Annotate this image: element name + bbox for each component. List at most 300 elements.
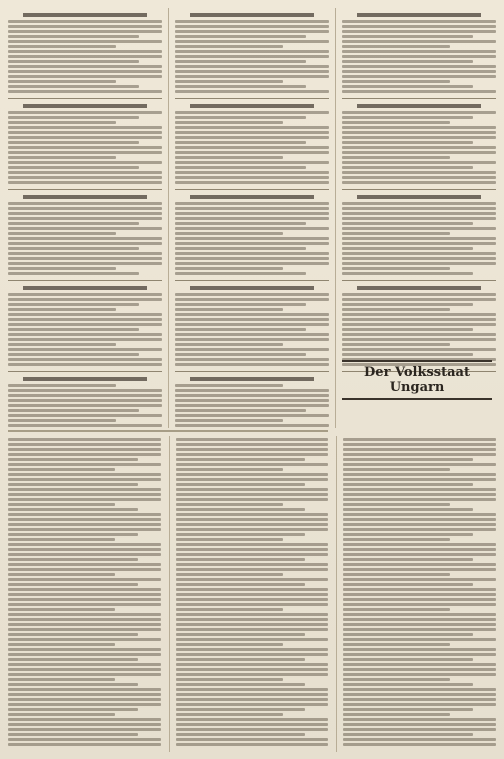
print-line <box>343 478 496 481</box>
print-line <box>8 613 161 616</box>
print-line <box>176 548 329 551</box>
print-line <box>8 40 162 43</box>
print-line <box>176 623 329 626</box>
print-line <box>23 195 146 199</box>
print-line <box>342 60 473 63</box>
print-line <box>342 166 473 169</box>
print-line <box>342 308 450 311</box>
print-line <box>342 272 473 275</box>
print-line <box>342 217 496 220</box>
print-line <box>343 543 496 546</box>
print-line <box>342 267 450 270</box>
print-line <box>343 658 473 661</box>
print-line <box>343 523 496 526</box>
print-line <box>175 146 329 149</box>
print-line <box>343 738 496 741</box>
print-line <box>175 90 329 93</box>
print-line <box>8 483 138 486</box>
print-line <box>8 257 162 260</box>
print-line <box>8 136 162 139</box>
print-line <box>176 733 306 736</box>
print-line <box>176 458 306 461</box>
print-line <box>175 181 329 184</box>
print-line <box>343 618 496 621</box>
print-line <box>343 443 496 446</box>
print-line <box>8 217 162 220</box>
print-line <box>342 156 450 159</box>
print-line <box>8 181 162 184</box>
print-line <box>342 262 496 265</box>
print-line <box>8 618 161 621</box>
print-line <box>8 207 162 210</box>
print-line <box>8 333 162 336</box>
print-line <box>8 568 161 571</box>
print-line <box>343 453 496 456</box>
print-line <box>342 151 496 154</box>
print-line <box>343 628 496 631</box>
print-line <box>176 468 283 471</box>
print-line <box>8 126 162 129</box>
print-line <box>175 98 329 99</box>
print-line <box>8 121 116 124</box>
print-line <box>342 343 450 346</box>
print-line <box>8 189 162 190</box>
print-line <box>342 35 473 38</box>
print-line <box>8 583 138 586</box>
print-line <box>8 161 162 164</box>
print-line <box>175 419 283 422</box>
print-line <box>176 508 306 511</box>
print-line <box>175 267 283 270</box>
print-line <box>8 638 161 641</box>
print-line <box>342 161 496 164</box>
print-line <box>8 65 162 68</box>
print-line <box>343 743 496 746</box>
right-headline: Der Volksstaat Ungarn <box>342 360 492 400</box>
print-line <box>175 424 329 427</box>
print-line <box>8 688 161 691</box>
print-line <box>8 608 115 611</box>
print-line <box>8 708 138 711</box>
print-line <box>175 75 329 78</box>
print-line <box>8 623 161 626</box>
print-line <box>176 483 306 486</box>
print-line <box>176 608 283 611</box>
print-line <box>8 668 161 671</box>
print-line <box>175 55 329 58</box>
feuilleton-section <box>8 436 496 752</box>
print-line <box>8 358 162 361</box>
print-line <box>342 98 496 99</box>
print-line <box>176 443 329 446</box>
print-line <box>8 313 162 316</box>
print-line <box>175 272 306 275</box>
print-line <box>8 328 139 331</box>
print-line <box>8 363 162 366</box>
print-line <box>175 338 329 341</box>
print-line <box>23 104 146 108</box>
print-line <box>8 176 162 179</box>
print-line <box>343 703 496 706</box>
print-line <box>175 111 329 114</box>
print-line <box>8 503 115 506</box>
print-line <box>175 30 329 33</box>
print-line <box>175 389 329 392</box>
print-line <box>342 252 496 255</box>
print-line <box>343 513 496 516</box>
print-line <box>342 30 496 33</box>
print-line <box>343 528 496 531</box>
print-line <box>175 384 283 387</box>
print-line <box>176 568 329 571</box>
print-line <box>8 723 161 726</box>
print-line <box>343 593 496 596</box>
print-line <box>8 628 161 631</box>
print-line <box>342 353 473 356</box>
print-line <box>176 723 329 726</box>
print-line <box>8 588 161 591</box>
print-line <box>175 242 329 245</box>
print-line <box>175 20 329 23</box>
print-line <box>342 176 496 179</box>
print-line <box>8 404 162 407</box>
print-line <box>343 463 496 466</box>
feuilleton-middle <box>169 436 329 752</box>
print-line <box>176 648 329 651</box>
print-line <box>8 409 139 412</box>
print-line <box>176 523 329 526</box>
print-line <box>342 333 496 336</box>
print-line <box>8 603 161 606</box>
print-line <box>175 126 329 129</box>
print-line <box>176 438 329 441</box>
print-line <box>8 348 162 351</box>
print-line <box>175 323 329 326</box>
print-line <box>175 237 329 240</box>
print-line <box>8 85 139 88</box>
print-line <box>343 473 496 476</box>
print-line <box>8 252 162 255</box>
print-line <box>343 493 496 496</box>
print-line <box>8 50 162 53</box>
print-line <box>343 693 496 696</box>
print-line <box>8 272 139 275</box>
print-line <box>175 394 329 397</box>
print-line <box>342 146 496 149</box>
print-line <box>342 20 496 23</box>
print-line <box>176 703 329 706</box>
print-line <box>343 638 496 641</box>
print-line <box>8 513 161 516</box>
print-line <box>176 693 329 696</box>
print-line <box>175 80 283 83</box>
print-line <box>8 232 116 235</box>
print-line <box>175 207 329 210</box>
print-line <box>175 50 329 53</box>
print-line <box>8 323 162 326</box>
print-line <box>343 508 473 511</box>
print-line <box>343 533 473 536</box>
print-line <box>343 538 450 541</box>
print-line <box>343 488 496 491</box>
print-line <box>8 578 161 581</box>
print-line <box>176 553 329 556</box>
print-line <box>8 20 162 23</box>
print-line <box>176 678 283 681</box>
print-line <box>342 232 450 235</box>
print-line <box>343 663 496 666</box>
print-line <box>343 568 496 571</box>
print-line <box>8 262 162 265</box>
print-line <box>176 493 329 496</box>
print-line <box>176 478 329 481</box>
print-line <box>8 394 162 397</box>
print-line <box>8 558 138 561</box>
print-line <box>343 608 450 611</box>
print-line <box>23 377 146 381</box>
print-line <box>176 593 329 596</box>
print-line <box>342 55 496 58</box>
print-line <box>343 643 450 646</box>
print-line <box>343 438 496 441</box>
print-line <box>342 181 496 184</box>
print-line <box>342 90 496 93</box>
print-line <box>8 222 139 225</box>
print-line <box>8 293 162 296</box>
print-line <box>176 518 329 521</box>
print-line <box>342 348 496 351</box>
print-line <box>342 313 496 316</box>
print-line <box>175 353 306 356</box>
print-line <box>357 13 480 17</box>
print-line <box>176 503 283 506</box>
print-line <box>343 553 496 556</box>
print-line <box>175 156 283 159</box>
print-line <box>8 673 161 676</box>
print-line <box>8 678 115 681</box>
print-line <box>176 563 329 566</box>
print-line <box>175 298 329 301</box>
print-line <box>8 25 162 28</box>
print-line <box>175 293 329 296</box>
print-line <box>176 603 329 606</box>
print-line <box>343 448 496 451</box>
print-line <box>8 247 139 250</box>
print-line <box>342 318 496 321</box>
print-line <box>8 156 116 159</box>
feuilleton-right <box>336 436 496 752</box>
print-line <box>8 713 115 716</box>
print-line <box>176 683 306 686</box>
print-line <box>176 573 283 576</box>
print-line <box>8 738 161 741</box>
column-left <box>8 8 162 428</box>
print-line <box>342 222 473 225</box>
print-line <box>175 414 329 417</box>
print-line <box>8 384 116 387</box>
print-line <box>176 583 306 586</box>
print-line <box>175 136 329 139</box>
print-line <box>175 85 306 88</box>
print-line <box>176 618 329 621</box>
print-line <box>8 338 162 341</box>
print-line <box>176 448 329 451</box>
print-line <box>8 80 116 83</box>
print-line <box>8 116 139 119</box>
print-line <box>8 45 116 48</box>
print-line <box>175 166 306 169</box>
print-line <box>175 371 329 372</box>
print-line <box>176 628 329 631</box>
print-line <box>8 453 161 456</box>
print-line <box>175 358 329 361</box>
print-line <box>8 633 138 636</box>
print-line <box>343 683 473 686</box>
print-line <box>175 333 329 336</box>
print-line <box>8 171 162 174</box>
print-line <box>342 50 496 53</box>
print-line <box>342 303 473 306</box>
print-line <box>175 121 283 124</box>
print-line <box>8 227 162 230</box>
print-line <box>8 419 116 422</box>
print-line <box>8 70 162 73</box>
print-line <box>8 55 162 58</box>
print-line <box>175 280 329 281</box>
print-line <box>8 728 161 731</box>
print-line <box>8 343 116 346</box>
print-line <box>8 658 138 661</box>
print-line <box>8 438 161 441</box>
print-line <box>175 60 306 63</box>
print-line <box>343 653 496 656</box>
print-line <box>342 116 473 119</box>
print-line <box>357 104 480 108</box>
print-line <box>342 227 496 230</box>
print-line <box>8 648 161 651</box>
print-line <box>8 318 162 321</box>
print-line <box>8 280 162 281</box>
print-line <box>343 563 496 566</box>
print-line <box>343 468 450 471</box>
print-line <box>8 146 162 149</box>
print-line <box>176 473 329 476</box>
print-line <box>8 653 161 656</box>
print-line <box>8 543 161 546</box>
print-line <box>8 643 115 646</box>
print-line <box>8 488 161 491</box>
print-line <box>176 728 329 731</box>
print-line <box>342 25 496 28</box>
print-line <box>176 643 283 646</box>
print-line <box>342 328 473 331</box>
print-line <box>176 488 329 491</box>
print-line <box>357 195 480 199</box>
print-line <box>175 171 329 174</box>
print-line <box>8 523 161 526</box>
print-line <box>342 85 473 88</box>
print-line <box>343 548 496 551</box>
print-line <box>175 404 329 407</box>
print-line <box>8 533 138 536</box>
print-line <box>343 583 473 586</box>
print-line <box>8 202 162 205</box>
print-line <box>8 683 138 686</box>
print-line <box>8 493 161 496</box>
print-line <box>8 718 161 721</box>
print-line <box>176 533 306 536</box>
print-line <box>343 648 496 651</box>
print-line <box>176 498 329 501</box>
print-line <box>8 111 162 114</box>
print-line <box>176 453 329 456</box>
print-line <box>175 35 306 38</box>
print-line <box>175 217 329 220</box>
print-line <box>8 508 138 511</box>
print-line <box>342 121 450 124</box>
print-line <box>175 151 329 154</box>
print-line <box>23 13 146 17</box>
print-line <box>8 593 161 596</box>
print-line <box>343 503 450 506</box>
print-line <box>342 298 496 301</box>
print-line <box>8 424 162 427</box>
print-line <box>8 468 115 471</box>
print-line <box>8 498 161 501</box>
print-line <box>175 25 329 28</box>
print-line <box>8 458 138 461</box>
print-line <box>8 90 162 93</box>
print-line <box>175 262 329 265</box>
print-line <box>175 257 329 260</box>
print-line <box>8 463 161 466</box>
print-line <box>343 733 473 736</box>
print-line <box>176 578 329 581</box>
print-line <box>343 518 496 521</box>
print-line <box>342 257 496 260</box>
print-line <box>8 389 162 392</box>
print-line <box>176 513 329 516</box>
print-line <box>342 207 496 210</box>
print-line <box>190 195 313 199</box>
print-line <box>8 573 115 576</box>
print-line <box>23 286 146 290</box>
print-line <box>8 242 162 245</box>
print-line <box>8 703 161 706</box>
print-line <box>176 663 329 666</box>
print-line <box>8 298 162 301</box>
print-line <box>176 598 329 601</box>
print-line <box>190 13 313 17</box>
print-line <box>343 558 473 561</box>
print-line <box>176 463 329 466</box>
print-line <box>8 30 162 33</box>
print-line <box>8 237 162 240</box>
print-line <box>175 116 306 119</box>
print-line <box>176 528 329 531</box>
print-line <box>176 658 306 661</box>
print-line <box>175 65 329 68</box>
print-line <box>190 377 313 381</box>
print-line <box>8 414 162 417</box>
print-line <box>175 328 306 331</box>
print-line <box>175 348 329 351</box>
print-line <box>175 141 306 144</box>
print-line <box>8 308 116 311</box>
print-line <box>343 673 496 676</box>
print-line <box>8 733 138 736</box>
print-line <box>343 588 496 591</box>
